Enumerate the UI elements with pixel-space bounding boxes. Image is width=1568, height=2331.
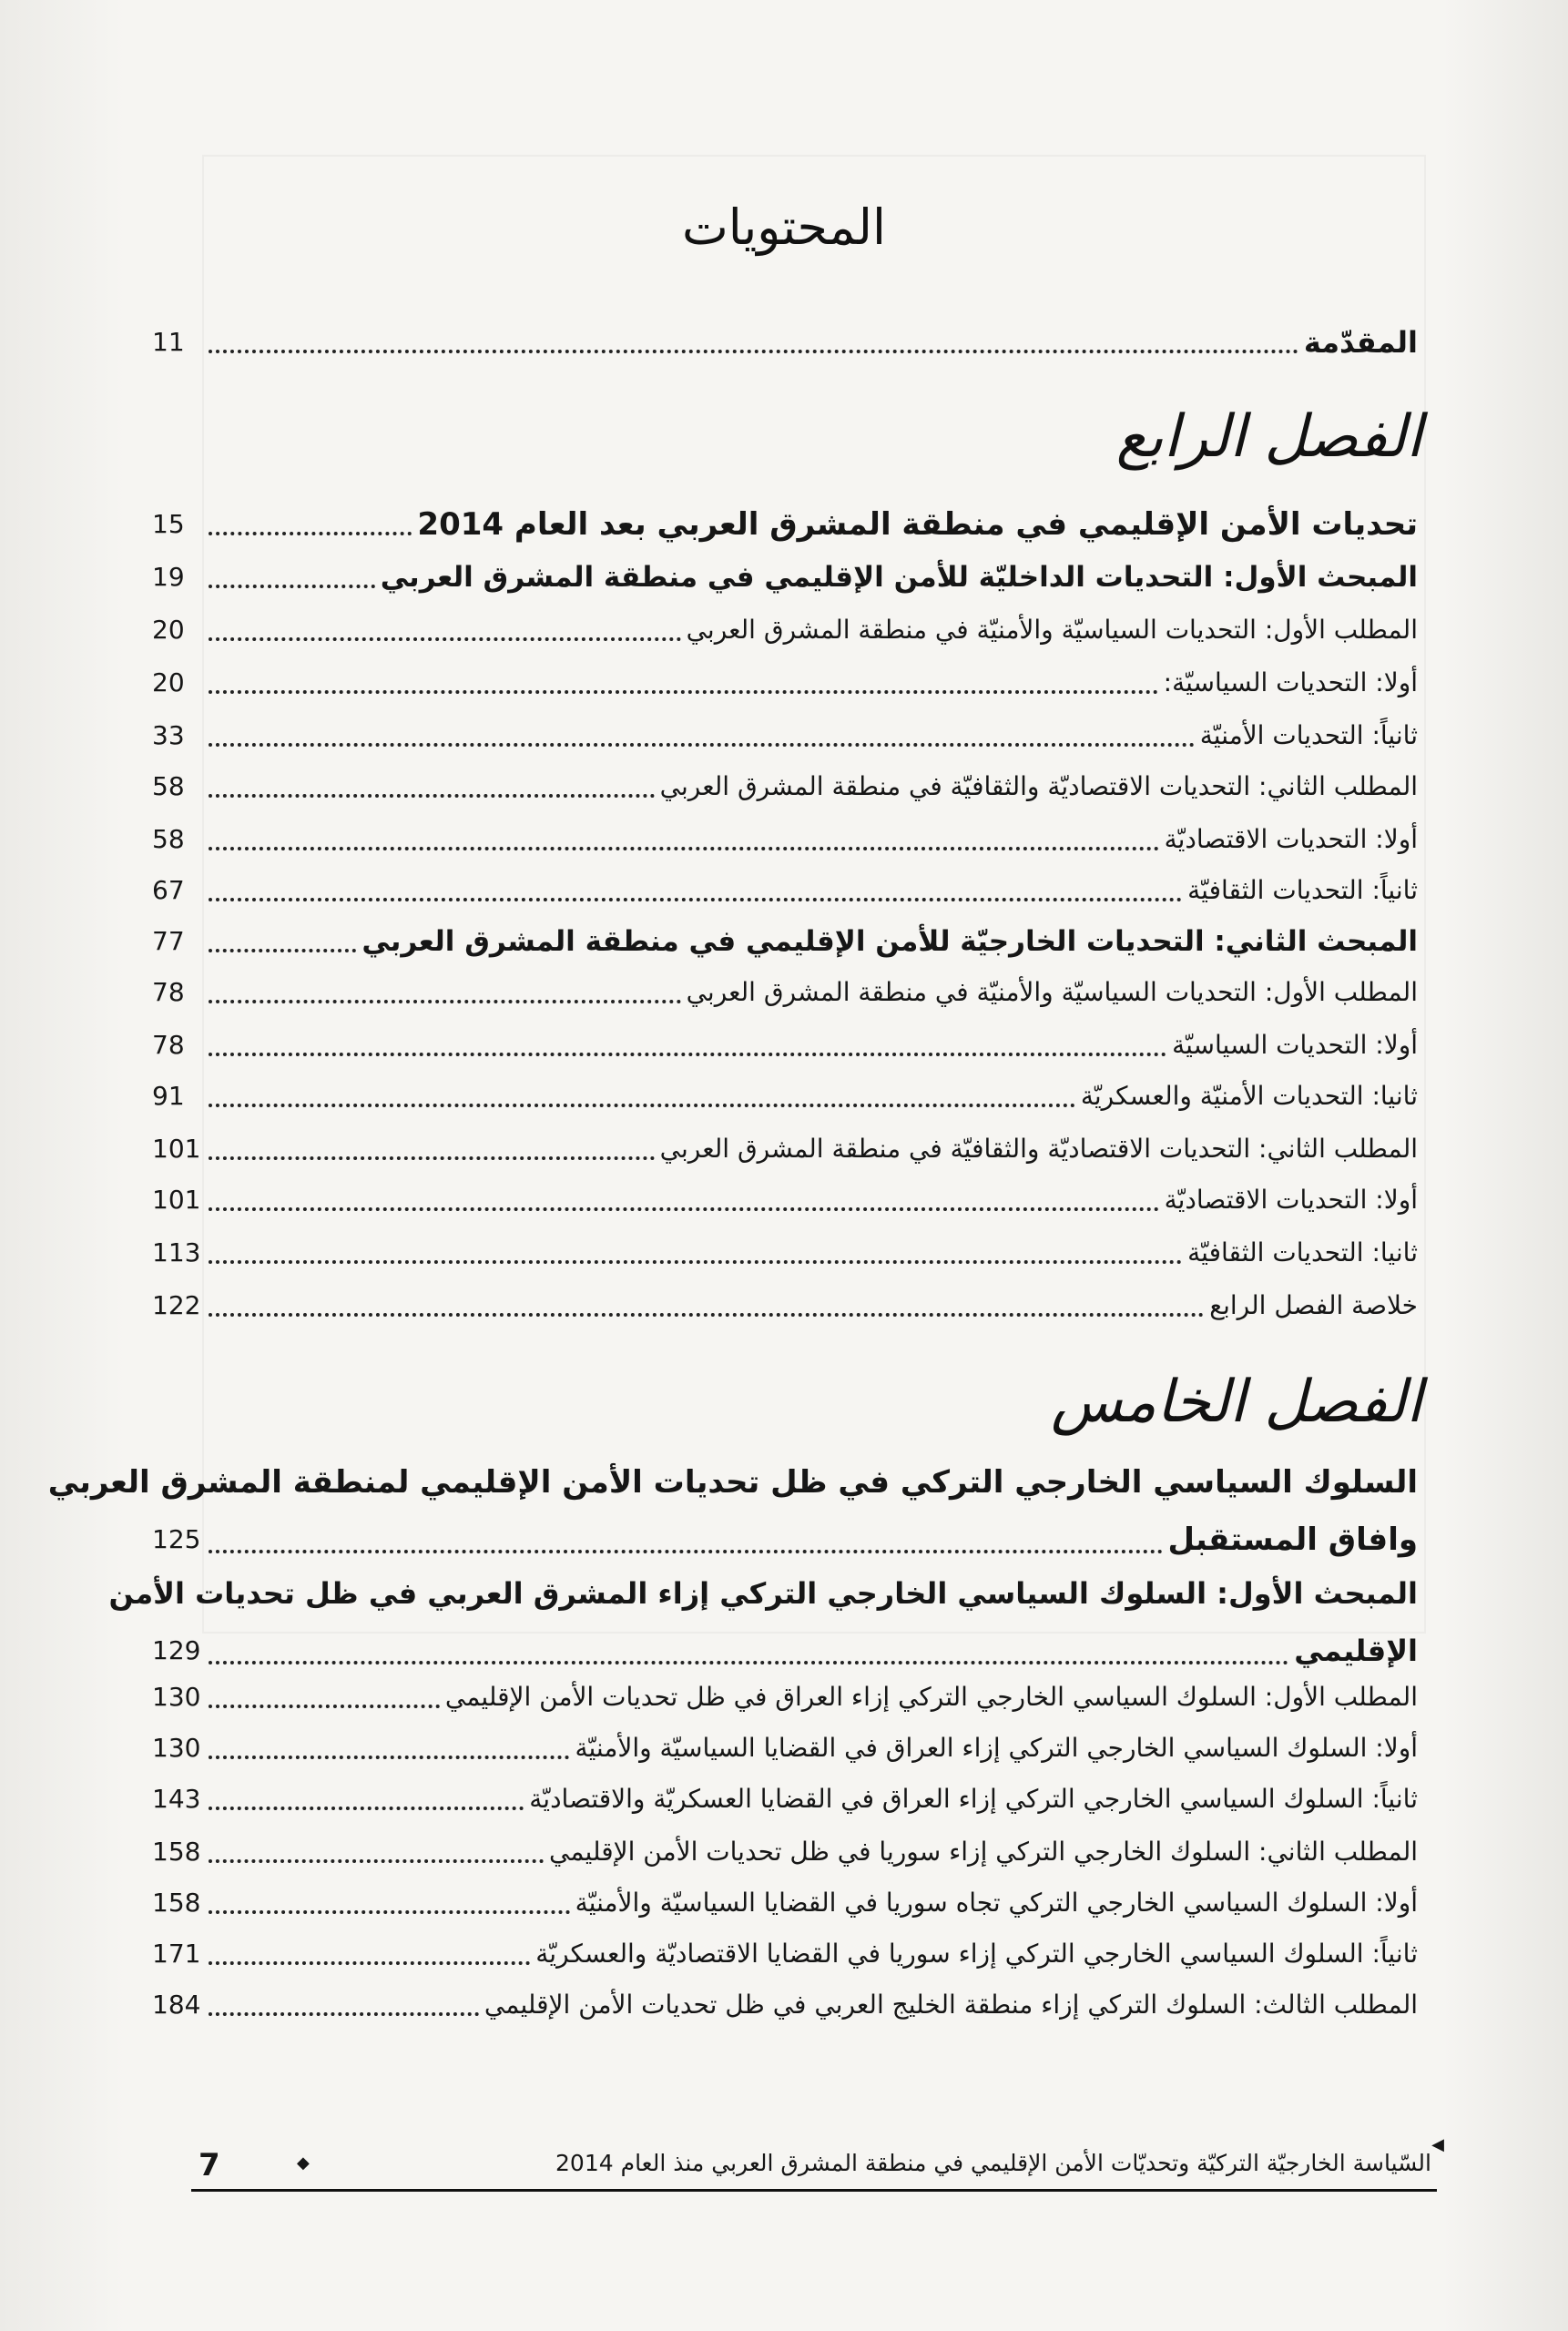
leader-dots [209, 1259, 1182, 1264]
toc-entry-label: ثانيا: التحديات الثقافيّة [1187, 1237, 1418, 1267]
toc-page-number: 113 [152, 1237, 201, 1267]
toc-entry-label: المطلب الثاني: السلوك الخارجي التركي إزاء سوريا في ظل تحديات الأمن الإقليمي [549, 1837, 1418, 1867]
toc-entry-label: أولا: السلوك السياسي الخارجي التركي تجاه سوريا في القضايا السياسيّة والأمنيّة [575, 1888, 1418, 1918]
toc-entry-label: تحديات الأمن الإقليمي في منطقة المشرق العربي بعد العام 2014 [417, 506, 1418, 543]
leader-dots [209, 1206, 1159, 1211]
toc-page-number: 78 [152, 1030, 185, 1060]
toc-page-number: 15 [152, 509, 185, 539]
toc-entry-chapter-5[interactable] [47, 1450, 1418, 1564]
leader-dots [209, 349, 1298, 353]
toc-entry-item[interactable] [152, 1777, 1418, 1821]
leader-dots [209, 948, 356, 952]
toc-entry-subsection[interactable] [152, 1675, 1418, 1719]
toc-entry-label: ثانياً: السلوك السياسي الخارجي التركي إزاء سوريا في القضايا الاقتصاديّة والعسكريّة [535, 1939, 1418, 1969]
toc-page-number: 130 [152, 1682, 201, 1712]
toc-entry-subsection[interactable] [152, 1983, 1418, 2027]
leader-dots [209, 1052, 1166, 1056]
leader-dots [209, 1549, 1163, 1553]
toc-entry-subsection[interactable] [152, 765, 1418, 809]
toc-entry-label: ثانياً: التحديات الثقافيّة [1187, 875, 1418, 905]
toc-entry-section[interactable] [152, 920, 1418, 963]
toc-entry-item[interactable] [152, 714, 1418, 758]
toc-page-number: 91 [152, 1081, 185, 1111]
toc-entry-label: أولا: التحديات الاقتصاديّة [1164, 824, 1418, 854]
toc-entry-label: خلاصة الفصل الرابع [1209, 1290, 1418, 1320]
footer-rule [191, 2189, 1437, 2192]
toc-entry-section[interactable] [152, 555, 1418, 599]
toc-page-number: 78 [152, 977, 185, 1007]
toc-entry-label-line-1: المبحث الأول: السلوك السياسي الخارجي التركي إزاء المشرق العربي في ظل تحديات الأمن [108, 1576, 1418, 1611]
footer-page-number: 7 [199, 2147, 220, 2183]
leader-dots [209, 1155, 655, 1160]
chapter-4-heading: الفصل الرابع [1115, 403, 1422, 471]
toc-entry-label: ثانياً: التحديات الأمنيّة [1199, 720, 1418, 750]
toc-entry-item[interactable] [152, 1881, 1418, 1925]
toc-entry-label: أولا: التحديات السياسيّة: [1163, 667, 1418, 697]
toc-page-number: 143 [152, 1784, 201, 1814]
toc-entry-label: ثانياً: السلوك السياسي الخارجي التركي إزاء العراق في القضايا العسكريّة والاقتصاديّة [529, 1784, 1418, 1814]
toc-entry-label: المطلب الثاني: التحديات الاقتصاديّة والثقافيّة في منطقة المشرق العربي [659, 1134, 1418, 1164]
chapter-5-heading: الفصل الخامس [1051, 1369, 1422, 1436]
toc-page-number: 158 [152, 1888, 201, 1918]
toc-page-number: 101 [152, 1185, 201, 1215]
footer-diamond-icon: ◆ [297, 2153, 310, 2173]
toc-page-number: 184 [152, 1990, 201, 2020]
toc-page-number: 122 [152, 1290, 201, 1320]
toc-entry-item[interactable] [152, 661, 1418, 705]
toc-entry-item[interactable] [152, 1074, 1418, 1118]
leader-dots [209, 1103, 1075, 1107]
leader-dots [209, 1312, 1204, 1317]
footer-arrow-icon: ◀ [1431, 2135, 1444, 2154]
toc-entry-item[interactable] [152, 1932, 1418, 1976]
toc-page-number: 11 [152, 327, 185, 357]
toc-entry-label: المبحث الأول: التحديات الداخليّة للأمن الإقليمي في منطقة المشرق العربي [380, 561, 1418, 594]
footer-running-title: السّياسة الخارجيّة التركيّة وتحديّات الأمن الإقليمي في منطقة المشرق العربي منذ العام 2014 [555, 2150, 1431, 2176]
toc-entry-intro[interactable] [152, 321, 1418, 364]
leader-dots [209, 999, 681, 1003]
toc-entry-subsection[interactable] [152, 1830, 1418, 1874]
toc-page-number: 125 [152, 1524, 201, 1554]
leader-dots [209, 793, 655, 798]
toc-page-number: 130 [152, 1733, 201, 1763]
toc-entry-item[interactable] [152, 1726, 1418, 1770]
toc-page-number: 129 [152, 1635, 201, 1665]
toc-entry-summary[interactable] [152, 1284, 1418, 1328]
toc-entry-label: المقدّمة [1303, 325, 1418, 360]
leader-dots [209, 1960, 530, 1965]
toc-entry-item[interactable] [152, 869, 1418, 912]
leader-dots [209, 1909, 570, 1914]
toc-entry-label: المطلب الثاني: التحديات الاقتصاديّة والثقافيّة في منطقة المشرق العربي [659, 771, 1418, 801]
leader-dots [209, 689, 1158, 694]
toc-entry-subsection[interactable] [152, 1127, 1418, 1171]
toc-entry-subsection[interactable] [152, 971, 1418, 1014]
toc-entry-label: المطلب الأول: التحديات السياسيّة والأمنيّة في منطقة المشرق العربي [686, 977, 1418, 1007]
toc-page-number: 171 [152, 1939, 201, 1969]
toc-page-number: 19 [152, 562, 185, 592]
toc-page-number: 158 [152, 1837, 201, 1867]
toc-entry-label: المطلب الأول: التحديات السياسيّة والأمنيّة في منطقة المشرق العربي [686, 615, 1418, 645]
leader-dots [209, 1858, 544, 1863]
leader-dots [209, 1660, 1288, 1664]
leader-dots [209, 897, 1182, 901]
toc-entry-item[interactable] [152, 1231, 1418, 1275]
leader-dots [209, 2011, 479, 2016]
toc-entry-label: المطلب الأول: السلوك السياسي الخارجي التركي إزاء العراق في ظل تحديات الأمن الإقليمي [444, 1682, 1418, 1712]
toc-entry-item[interactable] [152, 1178, 1418, 1222]
toc-entry-item[interactable] [152, 818, 1418, 861]
leader-dots [209, 1704, 440, 1708]
toc-page-number: 20 [152, 615, 185, 645]
toc-entry-label: ثانيا: التحديات الأمنيّة والعسكريّة [1080, 1081, 1418, 1111]
leader-dots [209, 584, 375, 588]
toc-entry-label-line-2: الإقليمي [1294, 1634, 1418, 1668]
toc-page-number: 58 [152, 771, 185, 801]
toc-page-number: 58 [152, 824, 185, 854]
toc-entry-chapter-4[interactable] [152, 503, 1418, 546]
toc-entry-label: أولا: التحديات الاقتصاديّة [1164, 1185, 1418, 1215]
toc-page-number: 20 [152, 667, 185, 697]
leader-dots [209, 636, 681, 641]
toc-entry-label: المطلب الثالث: السلوك التركي إزاء منطقة الخليج العربي في ظل تحديات الأمن الإقليمي [484, 1990, 1418, 2020]
toc-entry-label: أولا: التحديات السياسيّة [1172, 1030, 1418, 1060]
leader-dots [209, 846, 1159, 850]
toc-entry-label: المبحث الثاني: التحديات الخارجيّة للأمن الإقليمي في منطقة المشرق العربي [361, 925, 1418, 958]
leader-dots [209, 531, 412, 535]
toc-page-number: 33 [152, 720, 185, 750]
toc-entry-section[interactable] [108, 1561, 1418, 1675]
toc-entry-label-line-1: السلوك السياسي الخارجي التركي في ظل تحديات الأمن الإقليمي لمنطقة المشرق العربي [47, 1464, 1418, 1501]
toc-title: المحتويات [681, 198, 887, 256]
toc-page-number: 77 [152, 926, 185, 956]
toc-page-number: 101 [152, 1134, 201, 1164]
toc-entry-item[interactable] [152, 1023, 1418, 1067]
toc-entry-label-line-2: وافاق المستقبل [1167, 1522, 1418, 1558]
leader-dots [209, 1755, 569, 1759]
toc-page-number: 67 [152, 875, 185, 905]
toc-entry-label: أولا: السلوك السياسي الخارجي التركي إزاء العراق في القضايا السياسيّة والأمنيّة [575, 1733, 1418, 1763]
leader-dots [209, 1806, 524, 1810]
leader-dots [209, 742, 1195, 747]
toc-entry-subsection[interactable] [152, 608, 1418, 652]
